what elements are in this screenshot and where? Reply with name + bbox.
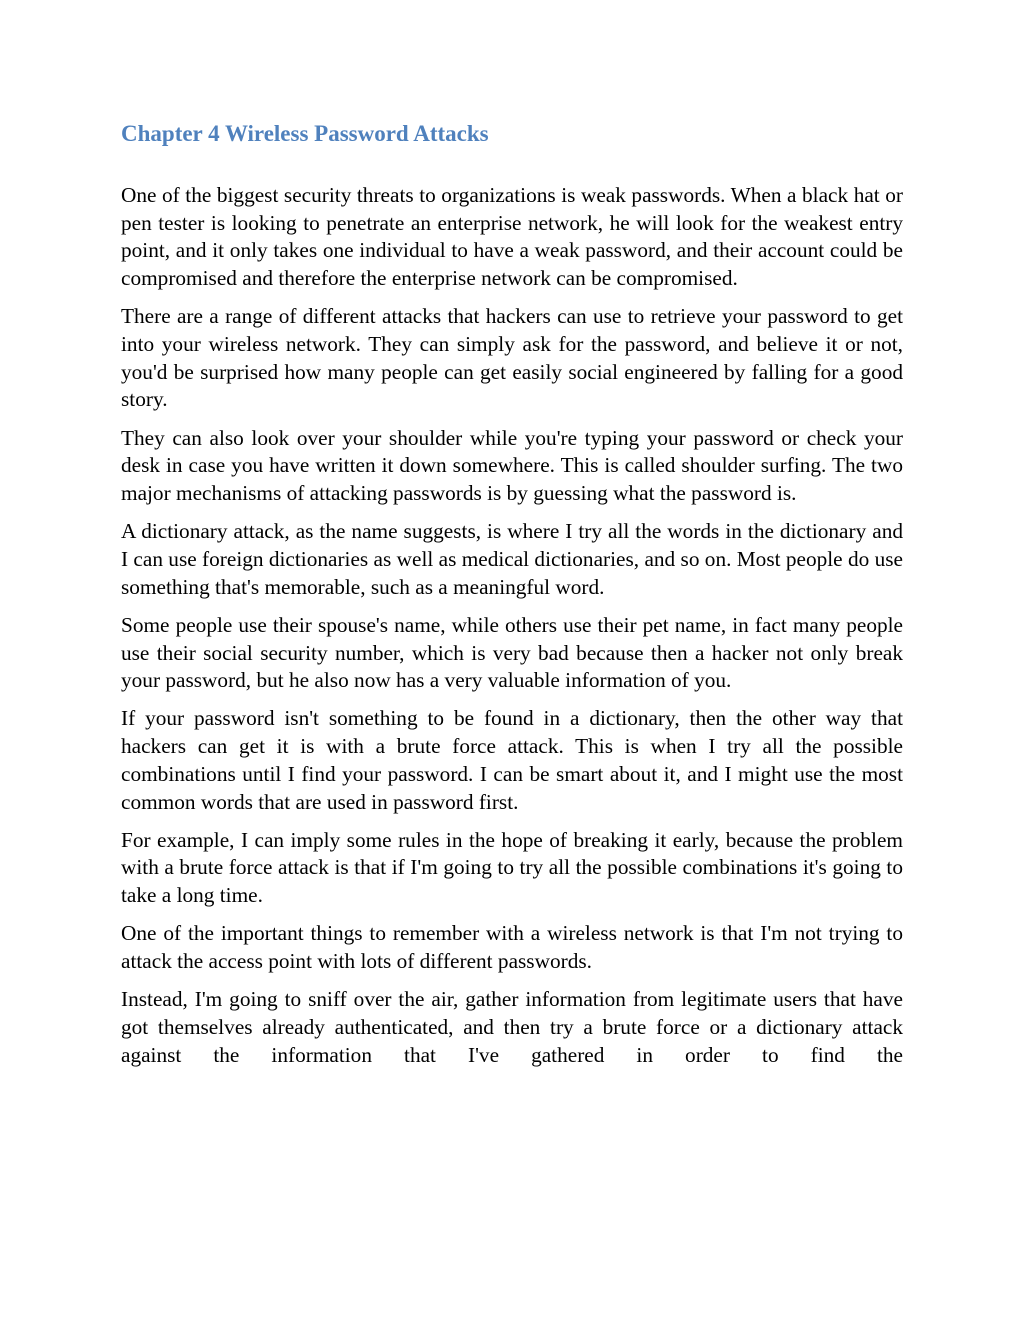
chapter-title: Chapter 4 Wireless Password Attacks [121, 121, 489, 146]
paragraph-wireless-network: One of the important things to remember with a wireless network is that I'm not trying to attack the access point with lots of different passwords. [121, 921, 903, 974]
paragraph-shoulder-surfing: They can also look over your shoulder while you're typing your password or check your desk in case you have written it down somewhere. This is called shoulder surfing. The two major mechanisms of attacking passwords is by guessing what the password is. [121, 425, 903, 506]
paragraph-brute-force: If your password isn't something to be found in a dictionary, then the other way that hackers can get it is with a brute force attack. This is when I try all the possible combinations until I find your password. I can be smart about it, and I might use the most common words that are used in password first. [121, 706, 903, 814]
paragraph-weak-passwords: One of the biggest security threats to organizations is weak passwords. When a black hat or pen tester is looking to penetrate an enterprise network, he will look for the weakest entry point, and it only takes one individual to have a weak password, and their account could be compromised and therefore the enterprise network can be compromised. [121, 183, 903, 291]
paragraph-rules: For example, I can imply some rules in the hope of breaking it early, because the problem with a brute force attack is that if I'm going to try all the possible combinations it's going to take a long time. [121, 827, 903, 908]
paragraph-dictionary-attack: A dictionary attack, as the name suggests, is where I try all the words in the dictionary and I can use foreign dictionaries as well as medical dictionaries, and so on. Most people do use something that's memorable, such as a meaningful word. [121, 519, 903, 599]
paragraph-personal-info: Some people use their spouse's name, while others use their pet name, in fact many people use their social security number, which is very bad because then a hacker not only break your password, but he also now has a very valuable information of you. [121, 612, 903, 693]
paragraph-sniff-air: Instead, I'm going to sniff over the air, gather information from legitimate users that have got themselves already authenticated, and then try a brute force or a dictionary attack against the information that I've gathered in order to find the [121, 987, 903, 1067]
paragraph-range-of-attacks: There are a range of different attacks that hackers can use to retrieve your password to get into your wireless network. They can simply ask for the password, and believe it or not, you'd be surprised how many people can get easily social engineered by falling for a good story. [121, 304, 903, 412]
document-page [121, 118, 903, 1069]
